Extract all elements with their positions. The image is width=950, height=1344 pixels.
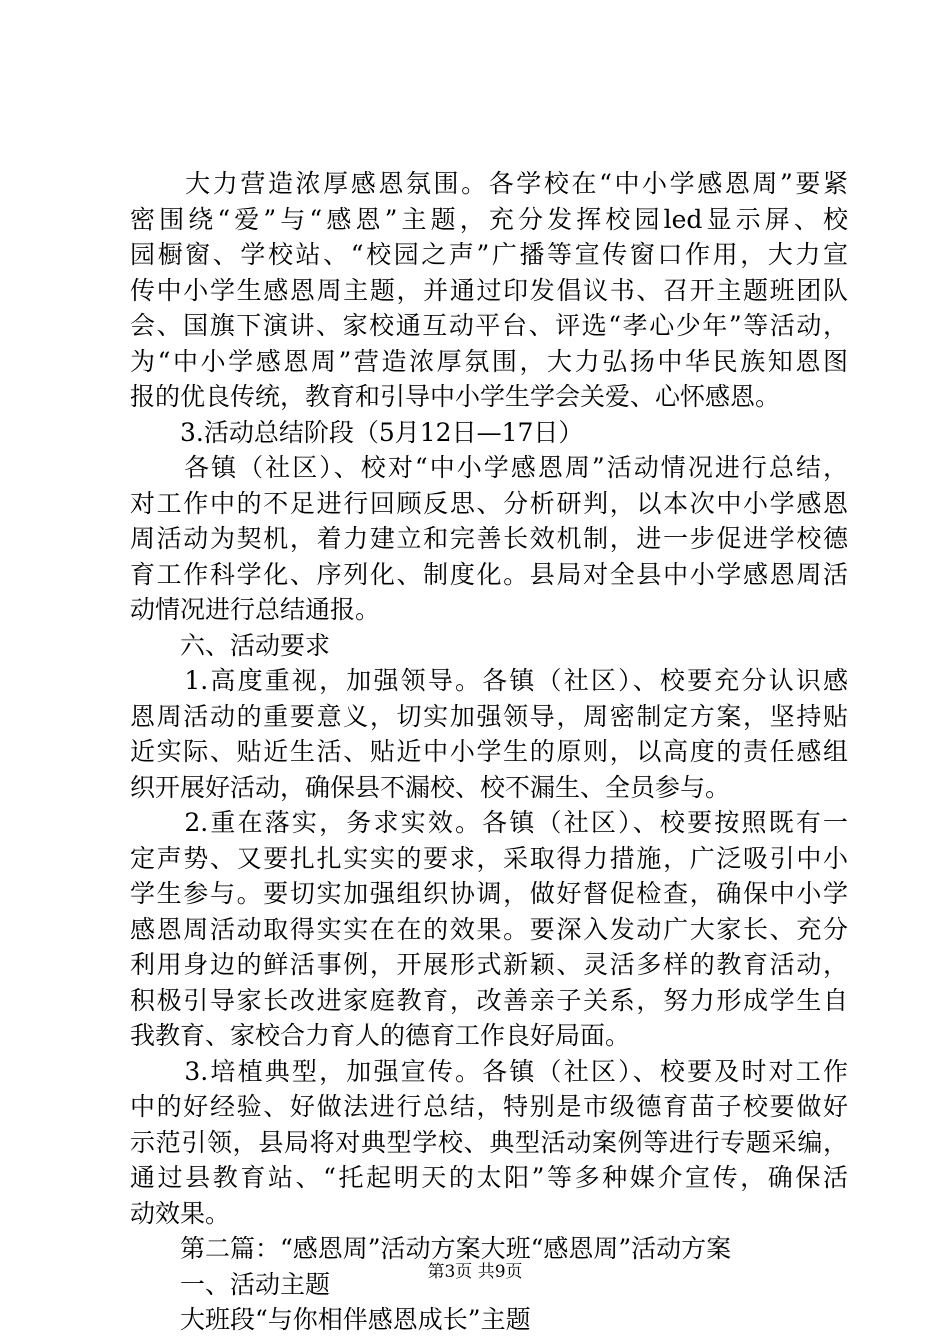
text-line: 3.培植典型，加强宣传。各镇（社区）、校要及时对工作 xyxy=(130,1056,848,1086)
text-line: 利用身边的鲜活事例，开展形式新颖、灵活多样的教育活动， xyxy=(130,950,848,979)
text-line: 我教育、家校合力育人的德育工作良好局面。 xyxy=(130,1021,631,1050)
text-line: 密围绕“爱”与“感恩”主题，充分发挥校园led显示屏、校 xyxy=(130,204,848,234)
text-line: 六、活动要求 xyxy=(130,630,331,660)
text-line: 动效果。 xyxy=(130,1198,231,1228)
text-line: 大力营造浓厚感恩氛围。各学校在“中小学感恩周”要紧 xyxy=(130,169,848,198)
text-line: 积极引导家长改进家庭教育，改善亲子关系，努力形成学生自 xyxy=(130,985,848,1015)
page-footer: 第3页 共9页 xyxy=(427,1262,523,1282)
text-line: 周活动为契机，着力建立和完善长效机制，进一步促进学校德 xyxy=(130,524,848,553)
text-line: 3.活动总结阶段（5月12日—17日） xyxy=(130,417,584,447)
text-line: 中的好经验、好做法进行总结，特别是市级德育苗子校要做好 xyxy=(130,1092,848,1121)
text-line: 大班段“与你相伴感恩成长”主题 xyxy=(130,1305,531,1334)
text-line: 各镇（社区）、校对“中小学感恩周”活动情况进行总结， xyxy=(130,453,848,482)
text-line: 动情况进行总结通报。 xyxy=(130,595,381,624)
text-line: 1.高度重视，加强领导。各镇（社区）、校要充分认识感 xyxy=(130,666,848,695)
text-line: 育工作科学化、序列化、制度化。县局对全县中小学感恩周活 xyxy=(130,559,848,589)
text-line: 定声势、又要扎扎实实的要求，采取得力措施，广泛吸引中小 xyxy=(130,843,848,873)
text-line: 恩周活动的重要意义，切实加强领导，周密制定方案，坚持贴 xyxy=(130,701,848,731)
text-line: 传中小学生感恩周主题，并通过印发倡议书、召开主题班团队 xyxy=(130,275,848,305)
document-body xyxy=(130,166,848,1338)
text-line: 感恩周活动取得实实在在的效果。要深入发动广大家长、充分 xyxy=(130,914,848,944)
text-line: 示范引领，县局将对典型学校、典型活动案例等进行专题采编， xyxy=(130,1127,848,1157)
text-line: 一、活动主题 xyxy=(130,1269,331,1299)
text-line: 报的优良传统，教育和引导中小学生学会关爱、心怀感恩。 xyxy=(130,382,781,411)
text-line: 通过县教育站、“托起明天的太阳”等多种媒介宣传，确保活 xyxy=(130,1163,848,1192)
text-line: 园橱窗、学校站、“校园之声”广播等宣传窗口作用，大力宣 xyxy=(130,240,848,269)
text-line: 对工作中的不足进行回顾反思、分析研判，以本次中小学感恩 xyxy=(130,488,848,518)
text-line: 学生参与。要切实加强组织协调，做好督促检查，确保中小学 xyxy=(130,879,848,908)
text-line: 2.重在落实，务求实效。各镇（社区）、校要按照既有一 xyxy=(130,808,848,837)
text-line: 第二篇：“感恩周”活动方案大班“感恩周”活动方案 xyxy=(130,1234,732,1263)
text-line: 织开展好活动，确保县不漏校、校不漏生、全员参与。 xyxy=(130,772,731,802)
text-line: 为“中小学感恩周”营造浓厚氛围，大力弘扬中华民族知恩图 xyxy=(130,346,848,376)
text-line: 会、国旗下演讲、家校通互动平台、评选“孝心少年”等活动， xyxy=(130,311,848,340)
text-line: 近实际、贴近生活、贴近中小学生的原则，以高度的责任感组 xyxy=(130,737,848,766)
